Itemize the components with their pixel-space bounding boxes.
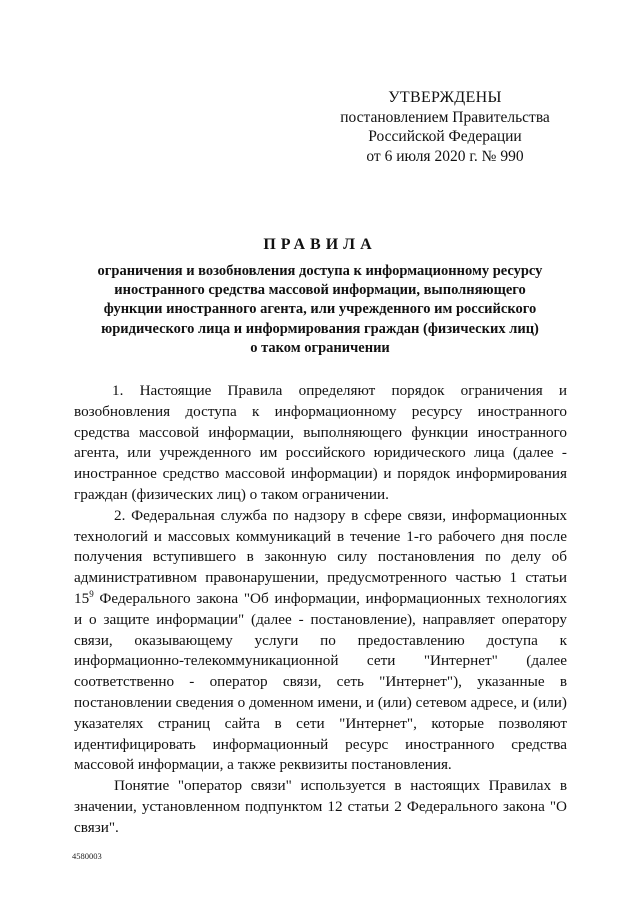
document-code: 4580003 xyxy=(72,851,102,861)
paragraph-1: 1. Настоящие Правила определяют порядок ограничения и возобновления доступа к информационному ресурсу иностранного средства массовой информации, выполняющего функции иностранного агента, или учрежденного им российского юридического лица (далее - иностранное средство массовой информации) и порядок информирования граждан (физических лиц) о таком ограничении. xyxy=(74,382,567,503)
approval-block xyxy=(330,88,560,166)
approval-heading: УТВЕРЖДЕНЫ xyxy=(388,89,502,106)
document-body xyxy=(74,381,567,839)
approval-line-1: постановлением Правительства xyxy=(340,108,550,126)
paragraph-2-text-end: Федерального закона "Об информации, информационных технологиях и о защите информации" (далее - постановление), направляет оператору связи, оказывающему услуги по предоставлению доступа к информационно-телекоммуникационной сети "Интернет" (далее соответственно - оператор связи, сеть "Интернет"), указанные в постановлении сведения о доменном имени, и (или) сетевом адресе, и (или) указателях страниц сайта в сети "Интернет", которые позволяют идентифицировать информационный ресурс иностранного средства массовой информации, а также реквизиты постановления. xyxy=(74,589,567,774)
approval-line-3: от 6 июля 2020 г. № 990 xyxy=(366,147,524,165)
subtitle-line-5: о таком ограничении xyxy=(250,339,390,356)
paragraph-2-text-start: 2. Федеральная служба по надзору в сфере связи, информационных технологий и массовых коммуникаций в течение 1-го рабочего дня после получения вступившего в законную силу постановления по делу об административном правонарушении, предусмотренного частью 1 статьи 15 xyxy=(74,506,567,607)
paragraph-2 xyxy=(74,506,567,776)
subtitle-line-4: юридического лица и информирования граждан (физических лиц) xyxy=(101,320,539,337)
document-subtitle xyxy=(70,262,570,358)
document-title: ПРАВИЛА xyxy=(263,236,377,253)
subtitle-line-3: функции иностранного агента, или учрежденного им российского xyxy=(103,301,537,318)
paragraph-3: Понятие "оператор связи" используется в настоящих Правилах в значении, установленном подпунктом 12 статьи 2 Федерального закона "О связи". xyxy=(74,777,567,836)
superscript-article-number: 9 xyxy=(89,588,94,599)
subtitle-line-2: иностранного средства массовой информации, выполняющего xyxy=(114,282,526,299)
subtitle-line-1: ограничения и возобновления доступа к информационному ресурсу xyxy=(97,263,543,279)
approval-line-2: Российской Федерации xyxy=(368,128,522,145)
